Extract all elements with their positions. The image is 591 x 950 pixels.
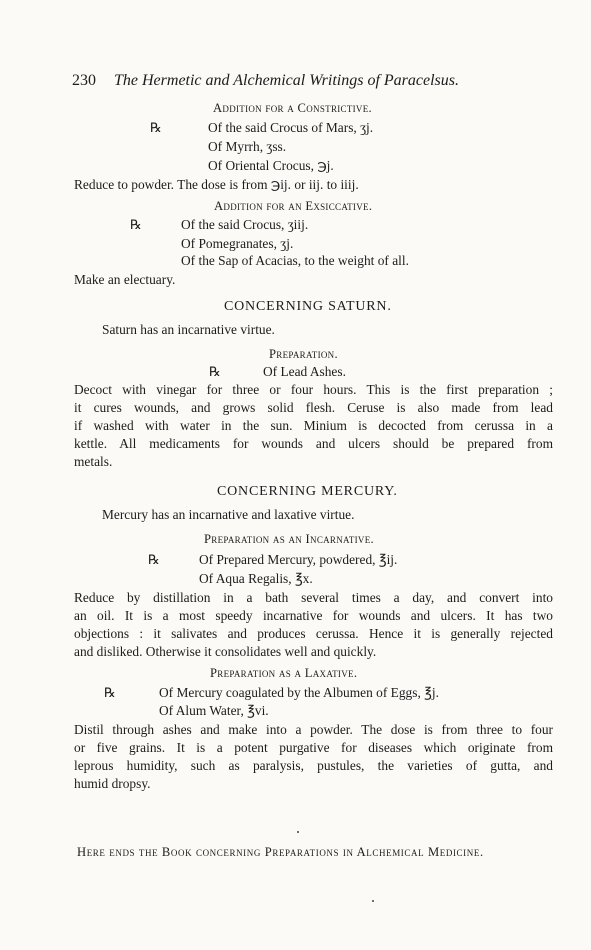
preparation-heading: Preparation as a Laxative.: [210, 666, 358, 680]
recipe-line: Of Pomegranates, ʒj.: [181, 236, 294, 251]
instruction-line: Make an electuary.: [74, 272, 176, 287]
recipe-line: Of the Sap of Acacias, to the weight of all.: [181, 253, 409, 268]
paragraph-line: and disliked. Otherwise it consolidates well and quickly.: [74, 644, 377, 659]
recipe-line: Of Lead Ashes.: [263, 364, 346, 379]
recipe-symbol: ℞: [148, 552, 160, 567]
paragraph-line: humid dropsy.: [74, 776, 151, 791]
section-heading-constrictive: Addition for a Constrictive.: [213, 101, 372, 115]
recipe-symbol: ℞: [209, 364, 221, 379]
paragraph-line: kettle. All medicaments for wounds and ulcers should be prepared from: [74, 436, 553, 451]
section-heading-exsiccative: Addition for an Exsiccative.: [214, 199, 373, 213]
recipe-line: Of Prepared Mercury, powdered, ℥ij.: [199, 552, 398, 567]
intro-line: Mercury has an incarnative and laxative virtue.: [102, 507, 355, 522]
paragraph-line: it cures wounds, and grows solid flesh. Ceruse is also made from lead: [74, 400, 553, 415]
preparation-heading: Preparation as an Incarnative.: [204, 532, 374, 546]
recipe-symbol: ℞: [150, 120, 162, 135]
recipe-line: Of Myrrh, ʒss.: [208, 139, 287, 154]
paragraph-line: Decoct with vinegar for three or four hours. This is the first preparation ;: [74, 382, 553, 397]
recipe-line: Of Mercury coagulated by the Albumen of Eggs, ℥j.: [159, 685, 439, 700]
paragraph-line: if washed with water in the sun. Minium is decocted from cerussa in a: [74, 418, 553, 433]
chapter-title-saturn: CONCERNING SATURN.: [224, 299, 392, 314]
print-speck: [372, 900, 374, 902]
paragraph-line: an oil. It is a most speedy incarnative for wounds and ulcers. It has two: [74, 608, 553, 623]
paragraph-line: Distil through ashes and make into a powder. The dose is from three to four: [74, 722, 553, 737]
recipe-symbol: ℞: [130, 217, 142, 232]
instruction-line: Reduce to powder. The dose is from ℈ij. or iij. to iiij.: [74, 177, 359, 192]
recipe-line: Of Alum Water, ℥vi.: [159, 703, 269, 718]
print-speck: [297, 831, 299, 833]
recipe-symbol: ℞: [104, 685, 116, 700]
paragraph-line: metals.: [74, 454, 113, 469]
recipe-line: Of Oriental Crocus, ℈j.: [208, 158, 334, 173]
recipe-line: Of Aqua Regalis, ℥x.: [199, 571, 313, 586]
paragraph-line: objections : it salivates and produces cerussa. Hence it is generally rejected: [74, 626, 553, 641]
recipe-line: Of the said Crocus, ʒiij.: [181, 217, 309, 232]
paragraph-line: or five grains. It is a potent purgative for diseases which originate from: [74, 740, 553, 755]
preparation-heading: Preparation.: [269, 347, 338, 361]
colophon: Here ends the Book concerning Preparations in Alchemical Medicine.: [77, 845, 484, 859]
intro-line: Saturn has an incarnative virtue.: [102, 322, 275, 337]
paragraph-line: Reduce by distillation in a bath several times a day, and convert into: [74, 590, 553, 605]
page-number: 230: [72, 72, 96, 89]
paragraph-line: leprous humidity, such as paralysis, pustules, the varieties of gutta, and: [74, 758, 553, 773]
recipe-line: Of the said Crocus of Mars, ʒj.: [208, 120, 374, 135]
chapter-title-mercury: CONCERNING MERCURY.: [217, 484, 398, 499]
running-title: The Hermetic and Alchemical Writings of Paracelsus.: [114, 72, 459, 89]
